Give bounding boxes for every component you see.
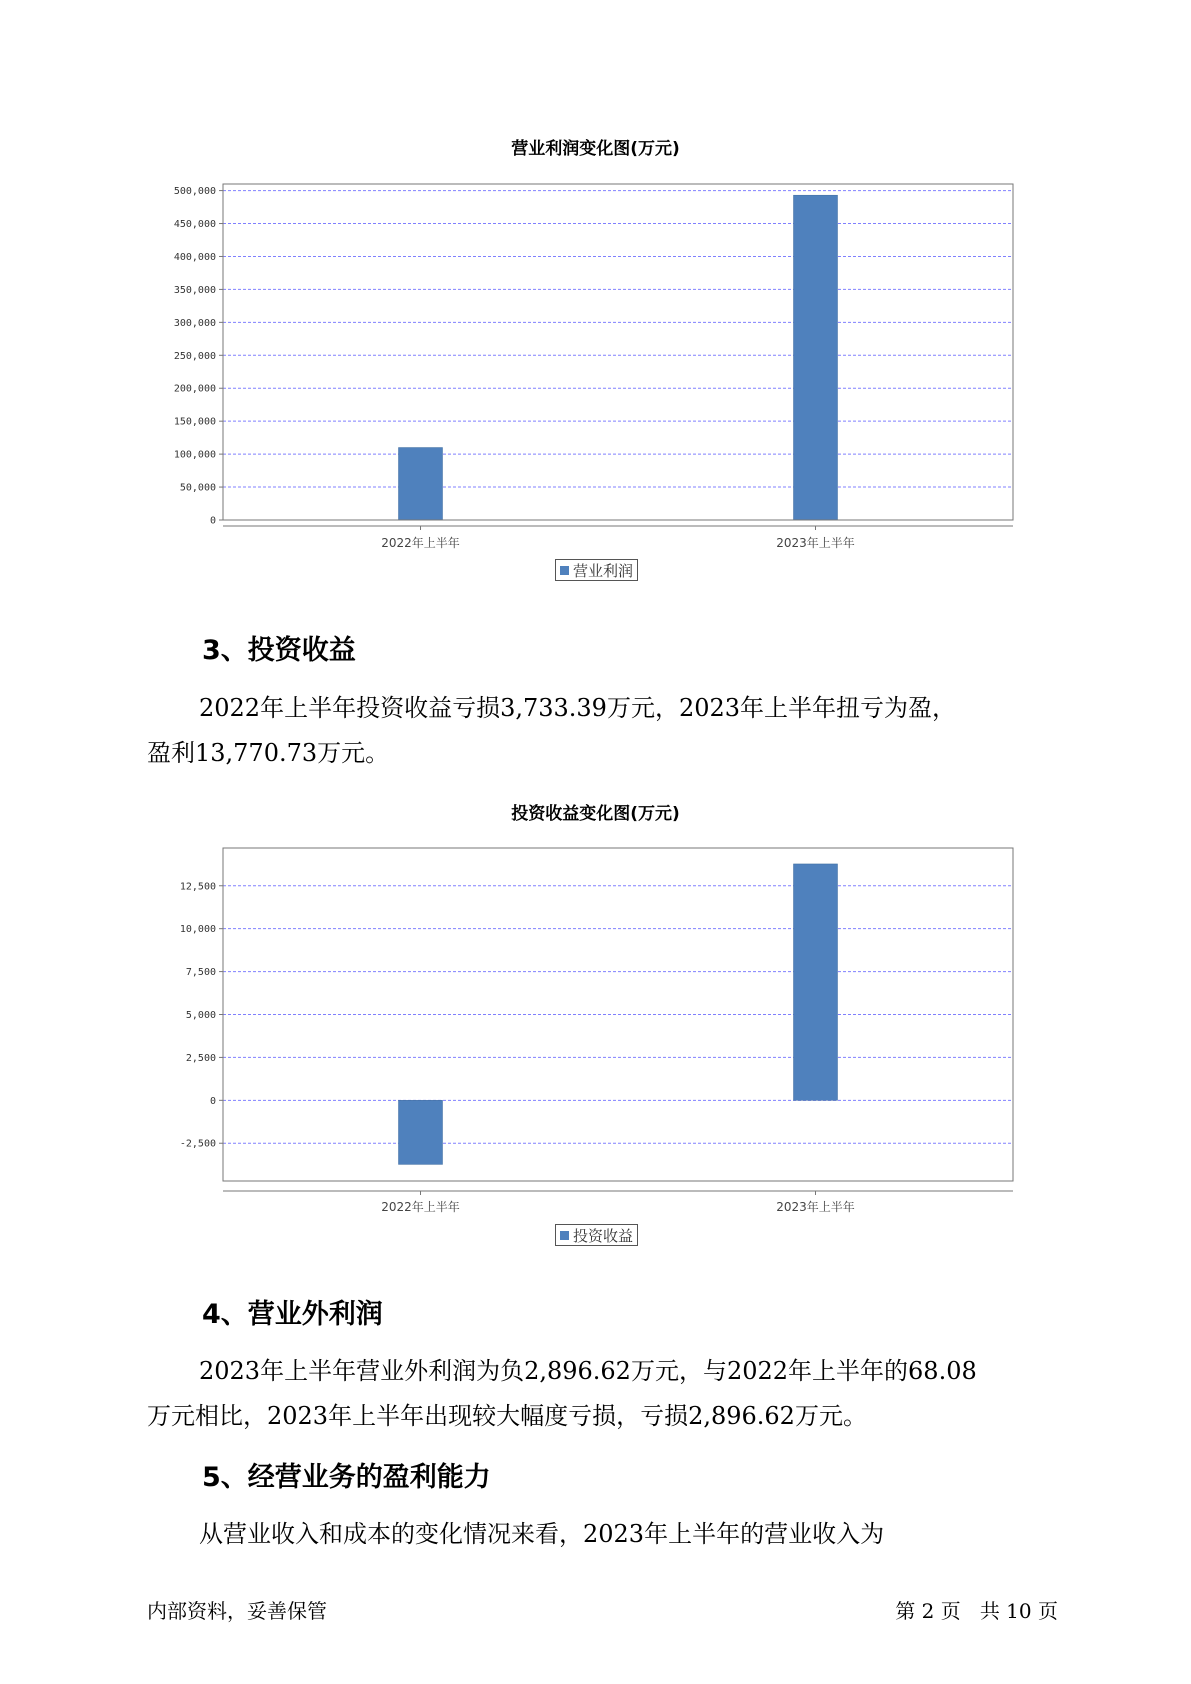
plot-frame [223,184,1013,520]
y-tick-label: 2,500 [185,1052,216,1064]
legend-swatch-icon [560,566,569,575]
x-tick-label: 2023年上半年 [776,1200,855,1214]
y-tick-label: 250,000 [173,350,216,362]
paragraph-line: 2023年上半年营业外利润为负2,896.62万元，与2022年上半年的68.08 [199,1357,977,1385]
paragraph-investment-income [147,686,1077,776]
y-tick-label: 350,000 [173,284,216,296]
paragraph-line: 盈利13,770.73万元。 [147,739,390,767]
y-tick-label: 10,000 [179,924,216,936]
legend-label: 营业利润 [573,561,634,580]
chart-title-investment-income: 投资收益变化图(万元) [511,804,680,824]
x-tick-label: 2022年上半年 [381,1200,460,1214]
y-tick-label: 400,000 [173,251,216,263]
page-number: 第 2 页 共 10 页 [895,1599,1058,1623]
y-tick-label: 0 [209,515,216,527]
paragraph-non-operating-profit [147,1349,1077,1439]
bar [399,448,443,520]
x-tick-label: 2023年上半年 [776,536,855,550]
paragraph-line: 万元相比，2023年上半年出现较大幅度亏损，亏损2,896.62万元。 [147,1402,867,1430]
bar [794,864,838,1100]
section-heading-investment-income: 3、投资收益 [202,635,356,666]
y-tick-label: 200,000 [173,383,216,395]
paragraph-line: 从营业收入和成本的变化情况来看，2023年上半年的营业收入为 [199,1520,885,1548]
legend-swatch-icon [560,1231,569,1240]
y-tick-label: 5,000 [185,1010,216,1021]
legend-label: 投资收益 [573,1226,634,1245]
y-tick-label: 100,000 [173,449,216,461]
legend-investment-income [555,1224,638,1246]
y-tick-label: -2,500 [179,1138,216,1150]
y-tick-label: 450,000 [173,219,216,231]
y-tick-label: 500,000 [173,186,216,198]
y-tick-label: 12,500 [179,881,216,893]
y-tick-label: 150,000 [173,416,216,428]
y-tick-label: 7,500 [185,967,216,979]
bar [794,195,838,520]
section-heading-non-operating-profit: 4、营业外利润 [202,1299,383,1330]
footer-note: 内部资料，妥善保管 [147,1599,327,1623]
y-tick-label: 300,000 [173,317,216,329]
operating-profit-chart [0,160,1191,560]
y-tick-label: 0 [209,1095,216,1107]
paragraph-profitability [147,1512,1077,1557]
x-tick-label: 2022年上半年 [381,536,460,550]
investment-income-chart [0,830,1191,1230]
section-heading-profitability: 5、经营业务的盈利能力 [202,1462,491,1493]
y-tick-label: 50,000 [179,482,216,494]
bar [399,1100,443,1164]
legend-operating-profit [555,559,638,581]
chart-title-operating-profit: 营业利润变化图(万元) [511,139,680,159]
paragraph-line: 2022年上半年投资收益亏损3,733.39万元，2023年上半年扭亏为盈， [199,694,957,722]
